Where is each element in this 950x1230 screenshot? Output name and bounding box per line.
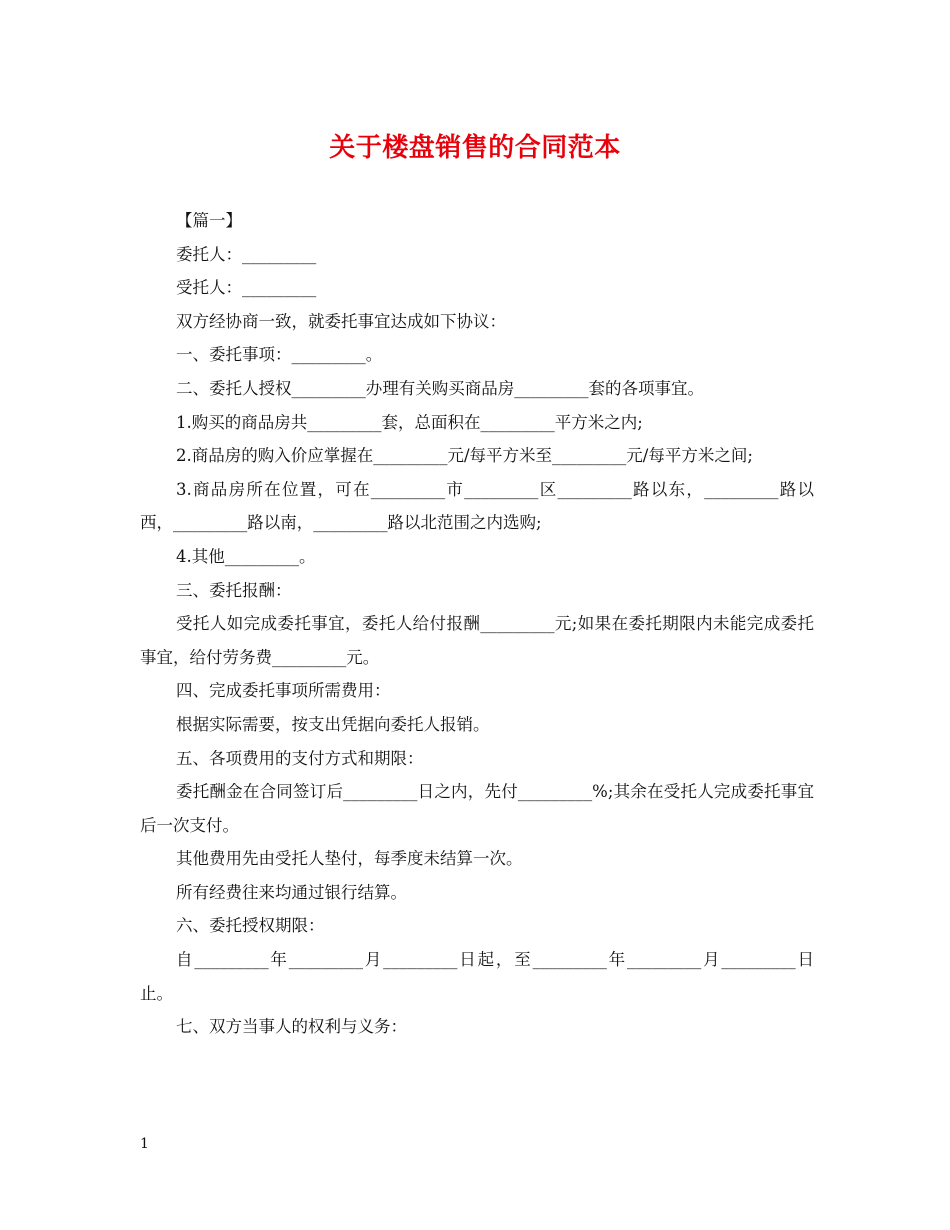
document-body <box>140 204 814 1044</box>
paragraph: 六、委托授权期限： <box>176 916 325 936</box>
section-heading: 【篇一】 <box>176 211 242 230</box>
paragraph: 2.商品房的购入价应掌握在_________元/每平方米至_________元/每平方米之间; <box>176 446 753 466</box>
paragraph: 委托人：_________ <box>176 244 317 264</box>
paragraph: 受托人：_________ <box>176 278 317 298</box>
paragraph: 根据实际需要，按支出凭据向委托人报销。 <box>176 714 490 734</box>
paragraph: 所有经费往来均通过银行结算。 <box>176 882 407 902</box>
paragraph: 四、完成委托事项所需费用： <box>176 681 391 701</box>
paragraph: 自_________年_________月_________日起，至_________年_________月_________日止。 <box>140 950 814 1003</box>
paragraph: 3.商品房所在位置，可在_________市_________区_________路以东，_________路以西，_________路以南，_________路以北范围之内选购; <box>140 479 814 533</box>
document-title: 关于楼盘销售的合同范本 <box>329 133 621 163</box>
paragraph: 双方经协商一致，就委托事宜达成如下协议： <box>176 311 506 331</box>
paragraph: 1.购买的商品房共_________套，总面积在_________平方米之内; <box>176 412 643 432</box>
paragraph: 三、委托报酬： <box>176 580 292 600</box>
paragraph: 受托人如完成委托事宜，委托人给付报酬_________元;如果在委托期限内未能完成委托事宜，给付劳务费_________元。 <box>140 614 814 667</box>
paragraph: 五、各项费用的支付方式和期限： <box>176 748 424 768</box>
paragraph: 一、委托事项：_________。 <box>176 345 383 365</box>
page-number: 1 <box>140 1136 149 1152</box>
paragraph: 4.其他_________。 <box>176 546 316 566</box>
paragraph: 其他费用先由受托人垫付，每季度未结算一次。 <box>176 849 523 869</box>
paragraph: 七、双方当事人的权利与义务： <box>176 1017 407 1037</box>
paragraph: 委托酬金在合同签订后_________日之内，先付_________%;其余在受托人完成委托事宜后一次支付。 <box>140 782 814 835</box>
paragraph: 二、委托人授权_________办理有关购买商品房_________套的各项事宜。 <box>176 378 704 398</box>
